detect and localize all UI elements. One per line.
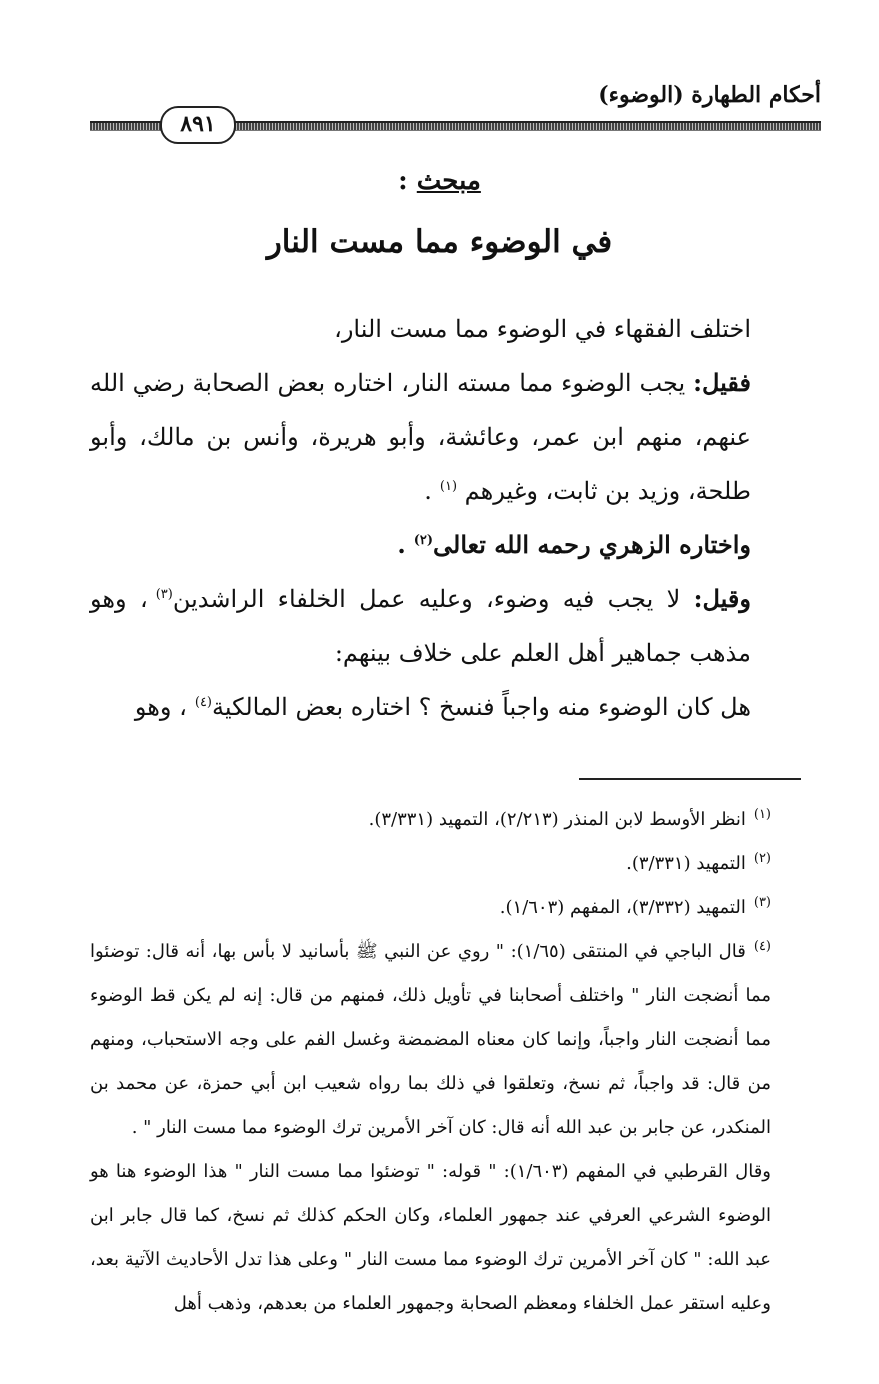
footnote-ref-3: (٣) — [155, 587, 173, 602]
section-label — [0, 166, 879, 196]
footnote-4-number: (٤) — [753, 939, 771, 954]
footnote-ref-1: (١) — [439, 479, 458, 494]
footnote-3-text: التمهيد (٣/٣٣٢)، المفهم (١/٦٠٣). — [499, 897, 746, 918]
footnote-2-text: التمهيد (٣/٣٣١). — [626, 853, 746, 874]
paragraph-5-text: هل كان الوضوء منه واجباً فنسخ ؟ اختاره بعض المالكية — [212, 693, 751, 721]
footnote-1-number: (١) — [753, 807, 771, 822]
footnote-3-number: (٣) — [753, 895, 771, 910]
footnote-2 — [90, 842, 801, 886]
body-text — [90, 302, 791, 734]
footnote-4-continued: وقال القرطبي في المفهم (١/٦٠٣): " قوله: " توضئوا مما مست النار " هذا الوضوء هنا هو الوضوء الشرعي العرفي عند جمهور العلماء، وكان الحكم كذلك ثم نسخ، كما قال جابر ابن عبد الله: " كان آخر الأمرين ترك الوضوء مما مست النار " وعلى هذا تدل الأحاديث الآتية بعد، وعليه استقر عمل الخلفاء ومعظم الصحابة وجمهور العلماء من بعدهم، وذهب أهل — [90, 1161, 771, 1314]
paragraph-5-end: ، وهو — [134, 693, 187, 721]
section-label-suffix: : — [398, 166, 417, 196]
footnote-4-text: قال الباجي في المنتقى (١/٦٥): " روي عن النبي ﷺ بأسانيد لا بأس بها، أنه قال: توضئوا مما أنضجت النار " واختلف أصحابنا في تأويل ذلك، فمنهم من قال: إنه لم يكن قط الوضوء مما أنضجت النار واجباً، وإنما كان معناه المضمضة وغسل الفم على وجه الاستحباب، ومنهم من قال: قد واجباً، ثم نسخ، وتعلقوا في ذلك بما رواه شعيب ابن أبي حمزة، عن محمد بن المنكدر، عن جابر بن عبد الله أنه قال: كان آخر الأمرين ترك الوضوء مما مست النار " . — [90, 941, 771, 1138]
footnote-separator — [579, 778, 801, 780]
footnote-1 — [90, 798, 801, 842]
paragraph-1: اختلف الفقهاء في الوضوء مما مست النار، — [334, 315, 751, 343]
section-label-word: مبحث — [416, 166, 481, 196]
paragraph-2-end: . — [424, 477, 432, 505]
footnote-ref-2: (٢) — [413, 533, 433, 548]
paragraph-4 — [90, 572, 791, 680]
paragraph-5 — [90, 680, 791, 734]
paragraph-3-text: واختاره الزهري رحمه الله تعالى — [433, 530, 751, 559]
running-title: أحكام الطهارة (الوضوء) — [598, 82, 821, 108]
paragraph-3-end: . — [397, 530, 406, 559]
footnote-4 — [90, 930, 801, 1150]
footnote-3 — [90, 886, 801, 930]
footnote-1-text: انظر الأوسط لابن المنذر (٢/٢١٣)، التمهيد (٣/٣٣١). — [368, 809, 746, 830]
footnotes — [90, 798, 801, 1326]
paragraph-3 — [90, 518, 791, 572]
footnote-2-number: (٢) — [753, 851, 771, 866]
paragraph-4-lead: وقيل: — [693, 584, 751, 613]
paragraph-4-text: لا يجب فيه وضوء، وعليه عمل الخلفاء الراشدين — [172, 585, 694, 613]
paragraph-2-lead: فقيل: — [693, 368, 751, 397]
page-number: ٨٩١ — [160, 106, 236, 144]
footnote-ref-4: (٤) — [194, 695, 212, 710]
section-title: في الوضوء مما مست النار — [266, 224, 613, 260]
paragraph-4-text2: ، وهو مذهب جماهير أهل العلم على خلاف بينهم: — [90, 585, 751, 667]
paragraph-2-text: يجب الوضوء مما مسته النار، اختاره بعض الصحابة رضي الله عنهم، منهم ابن عمر، وعائشة، وأبو هريرة، وأنس بن مالك، وأبو طلحة، وزيد بن ثابت، وغيرهم — [90, 369, 751, 505]
paragraph-2 — [90, 356, 791, 518]
